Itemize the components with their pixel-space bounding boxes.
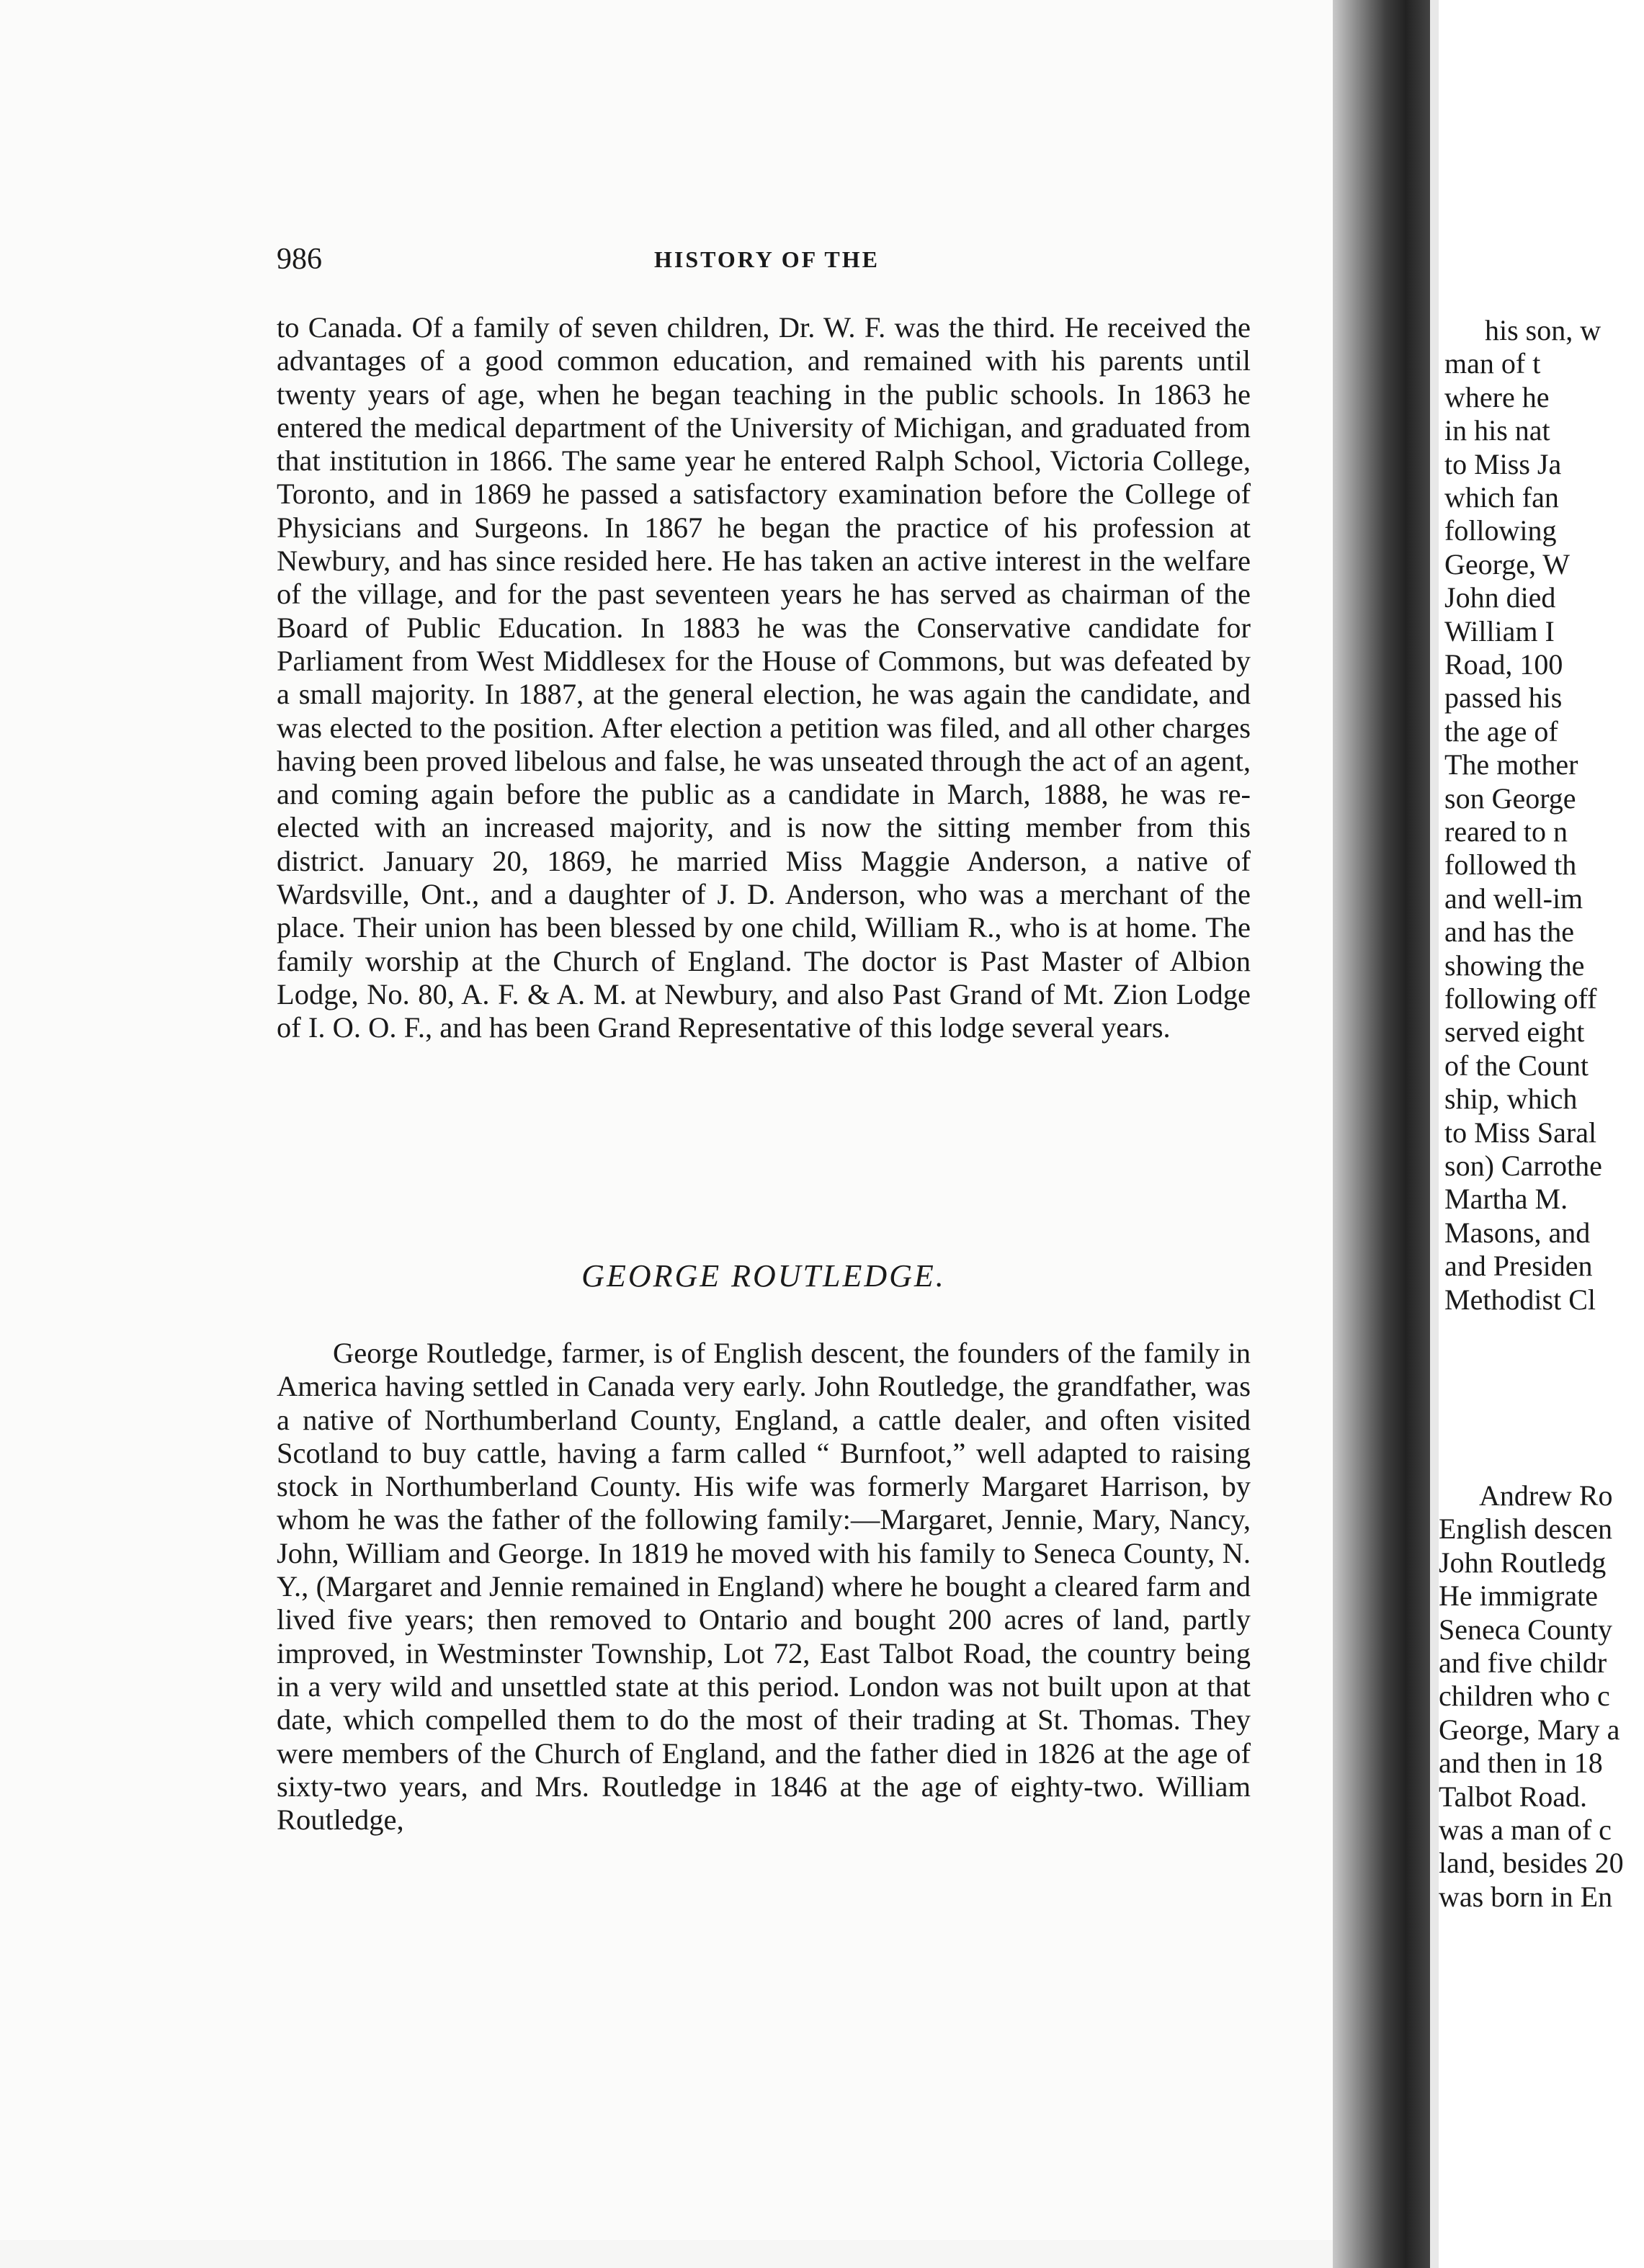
right-page-line: He immigrate <box>1439 1579 1599 1613</box>
right-page-line: following <box>1444 514 1557 547</box>
right-page-line: reared to n <box>1444 815 1568 848</box>
gutter-edge <box>1430 0 1439 2268</box>
right-page-line: Methodist Cl <box>1444 1283 1596 1316</box>
right-page-line: was born in En <box>1439 1880 1613 1913</box>
right-page-line: and Presiden <box>1444 1250 1593 1283</box>
right-page-line: to Miss Ja <box>1444 447 1562 480</box>
right-page-line: John Routledg <box>1439 1546 1607 1579</box>
right-page-line: and well-im <box>1444 882 1583 915</box>
right-page-line: son George <box>1444 781 1576 815</box>
right-page-line: followed th <box>1444 848 1577 882</box>
right-page-line: and five childr <box>1439 1646 1607 1679</box>
right-page-line: which fan <box>1444 481 1559 514</box>
right-page-line: son) Carrothe <box>1444 1149 1602 1182</box>
right-page-line: was a man of c <box>1439 1814 1612 1846</box>
running-head: HISTORY OF THE <box>654 246 880 272</box>
right-page-line: of the Count <box>1444 1049 1589 1082</box>
right-page-line: Seneca County <box>1439 1613 1613 1646</box>
right-page-line: to Miss Saral <box>1444 1116 1597 1149</box>
right-page-line: Road, 100 <box>1444 648 1563 681</box>
biography-paragraph-routledge: George Routledge, farmer, is of English descent, the founders of the family in America having settled in Canada very early. John Routledge, the grandfather, was a native of Northumberland County, England, a cattle dealer, and often visited Scotland to buy cattle, having a farm called “ Burnfoot,” well adapted to raising stock in Northumberland County. His wife was formerly Margaret Harrison, by whom he was the father of the following family:—Margaret, Jennie, Mary, Nancy, John, William and George. In 1819 he moved with his family to Seneca County, N. Y., (Margaret and Jennie remained in England) where he bought a cleared farm and lived five years; then removed to Ontario and bought 200 acres of land, partly improved, in Westminster Township, Lot 72, East Talbot Road, the country being in a very wild and unsettled state at this period. London was not built upon at that date, which compelled them to do the most of their trading at St. Thomas. They were members of the Church of England, and the father died in 1826 at the age of sixty-two years, and Mrs. Routledge in 1846 at the age of eighty-two. William Routledge, <box>277 1337 1251 1837</box>
right-page-line: the age of <box>1444 714 1558 748</box>
biography-paragraph-continued: to Canada. Of a family of seven children, Dr. W. F. was the third. He received the advantages of a good common education, and remained with his parents until twenty years of age, when he began teaching in the public schools. In 1863 he entered the medical department of the University of Michigan, and graduated from that institution in 1866. The same year he entered Ralph School, Victoria College, Toronto, and in 1869 he passed a satisfactory examination before the College of Physicians and Surgeons. In 1867 he began the practice of his profession at Newbury, and has since resided here. He has taken an active interest in the welfare of the village, and for the past seventeen years he has served as chairman of the Board of Public Education. In 1883 he was the Conservative candidate for Parliament from West Middlesex for the House of Commons, but was defeated by a small majority. In 1887, at the general election, he was again the candidate, and was elected to the position. After election a petition was filed, and all other charges having been proved libelous and false, he was unseated through the act of an agent, and coming again before the public as a candidate in March, 1888, he was re-elected with an increased majority, and is now the sitting member from this district. January 20, 1869, he married Miss Maggie Anderson, a native of Wardsville, Ont., and a daughter of J. D. Anderson, who was a merchant of the place. Their union has been blessed by one child, William R., who is at home. The family worship at the Church of England. The doctor is Past Master of Albion Lodge, No. 80, A. F. & A. M. at Newbury, and also Past Grand of Mt. Zion Lodge of I. O. O. F., and has been Grand Representative of this lodge several years. <box>277 311 1251 1044</box>
right-page-line: where he <box>1444 380 1550 413</box>
right-page-line: and then in 18 <box>1439 1747 1603 1780</box>
right-page-line: William I <box>1444 614 1555 647</box>
right-page-line: English descen <box>1439 1512 1613 1546</box>
right-page-line: Talbot Road. <box>1439 1780 1588 1813</box>
page-bottom-margin <box>0 2240 1333 2268</box>
page-number: 986 <box>277 243 322 276</box>
right-page-fragment <box>1439 0 1644 2268</box>
right-page-line: Martha M. <box>1444 1183 1568 1216</box>
section-title: GEORGE ROUTLEDGE. <box>581 1258 946 1294</box>
right-page-line: passed his <box>1444 681 1563 714</box>
right-page-line: Masons, and <box>1444 1216 1591 1249</box>
right-page-line: in his nat <box>1444 414 1550 447</box>
right-page-line: Andrew Ro <box>1479 1479 1613 1512</box>
right-page-line: John died <box>1444 581 1556 614</box>
right-page-line: children who c <box>1439 1680 1610 1713</box>
right-page-line: The mother <box>1444 748 1578 781</box>
right-page-line: George, W <box>1444 547 1571 581</box>
book-gutter <box>1333 0 1430 2268</box>
right-page-line: man of t <box>1444 347 1541 380</box>
right-page-line: land, besides 20 <box>1439 1847 1624 1880</box>
right-page-line: served eight <box>1444 1016 1585 1049</box>
right-page-line: following off <box>1444 982 1597 1015</box>
right-page-line: and has the <box>1444 915 1574 949</box>
right-page-line: George, Mary a <box>1439 1713 1620 1746</box>
right-page-line: showing the <box>1444 949 1585 982</box>
right-page-line: his son, w <box>1485 314 1601 346</box>
right-page-line: ship, which <box>1444 1083 1578 1116</box>
